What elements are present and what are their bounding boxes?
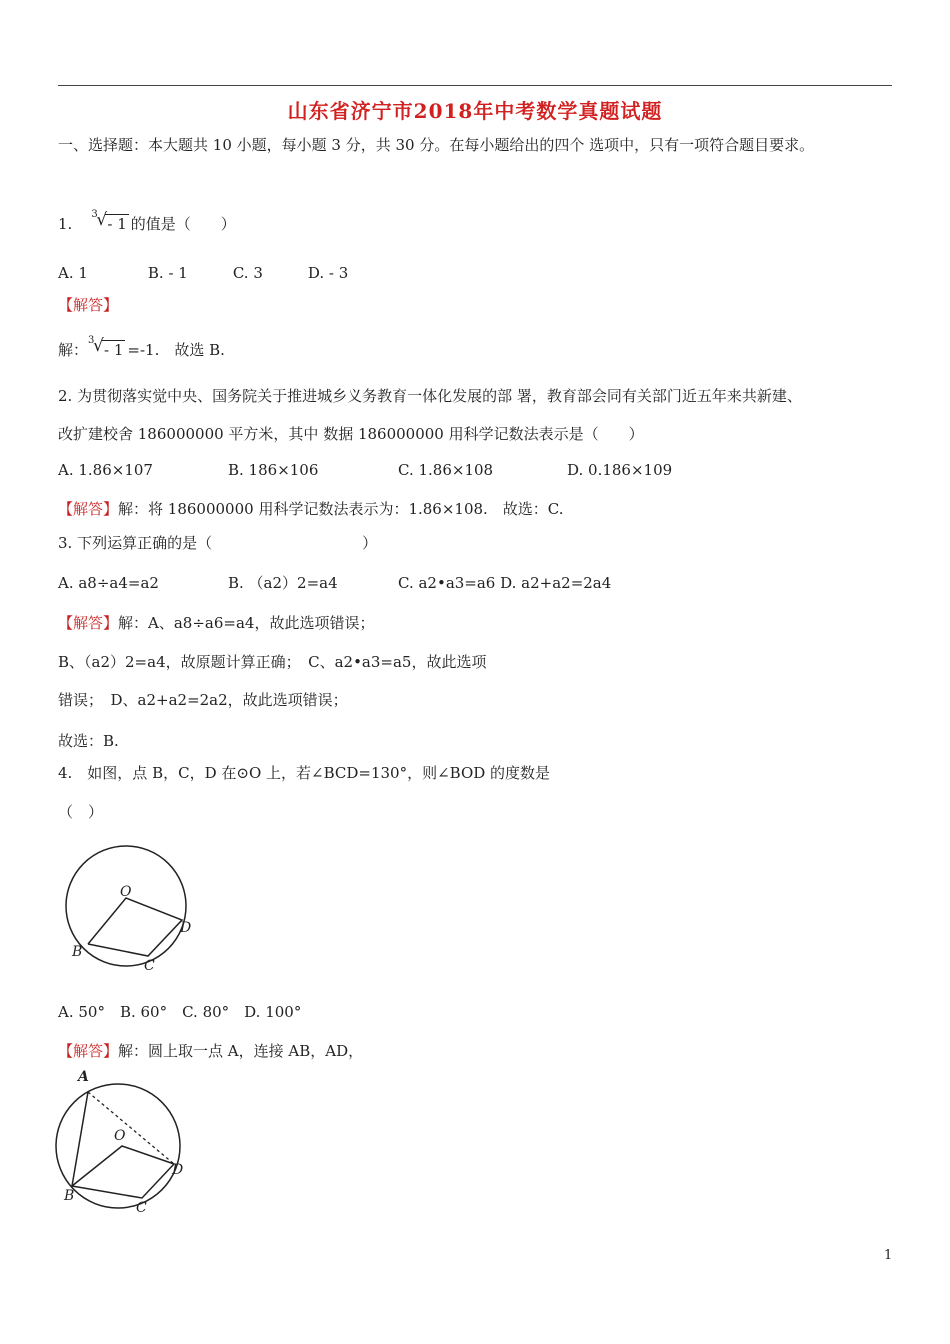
label-c: C — [144, 958, 155, 974]
q1-number: 1. — [58, 215, 73, 233]
q3-option-a: A. a8÷a4=a2 — [58, 574, 159, 592]
q3-option-cd: C. a2•a3=a6 D. a2+a2=2a4 — [398, 574, 612, 592]
label-o: O — [120, 884, 132, 900]
q1-sol-suffix: =-1. 故选 B. — [127, 341, 225, 359]
q3-answer-tag: 【解答】 — [58, 614, 119, 632]
label-d: D — [180, 920, 192, 936]
quadrilateral-obcd — [88, 898, 182, 956]
q1-solution — [58, 335, 225, 360]
page-number: 1 — [884, 1248, 893, 1263]
q2-option-b: B. 186×106 — [228, 461, 319, 479]
q4-options: A. 50° B. 60° C. 80° D. 100° — [58, 1003, 302, 1021]
q1-sol-prefix: 解： — [58, 341, 89, 359]
q4-paren: （ ） — [58, 803, 104, 821]
label-c: C — [136, 1200, 147, 1216]
label-b: B — [72, 944, 83, 960]
q3-solution-line3: 错误； D、a2+a2=2a2，故此选项错误； — [58, 691, 348, 709]
radical-icon: √ — [96, 210, 108, 230]
segment-ad — [88, 1092, 174, 1164]
q3-stem: 3. 下列运算正确的是（ ） — [58, 534, 378, 552]
section-heading: 一、选择题：本大题共 10 小题，每小题 3 分，共 30 分。在每小题给出的四个 选项中，只有一项符合题目要求。 — [58, 136, 815, 154]
q3-option-b: B. （a2）2=a4 — [228, 574, 338, 592]
label-a: A — [78, 1069, 89, 1085]
radicand: - 1 — [107, 215, 127, 233]
quadrilateral-obcd — [72, 1146, 174, 1198]
circle-figure-1 — [60, 838, 200, 978]
q2-stem-line2: 改扩建校舍 186000000 平方米，其中 数据 186000000 用科学记数法表示是（ ） — [58, 425, 644, 443]
q1-stem-text: 的值是（ ） — [130, 215, 236, 233]
radical-icon: √ — [93, 336, 104, 356]
q2-stem-line1: 2. 为贯彻落实觉中央、国务院关于推进城乡义务教育一体化发展的部 署，教育部会同有关部门近五年来共新建、 — [58, 387, 802, 405]
q4-answer-tag: 【解答】 — [58, 1042, 119, 1060]
cube-root-expression — [88, 335, 125, 360]
circle-o — [66, 846, 186, 966]
q4-solution-text: 解：圆上取一点 A，连接 AB，AD， — [118, 1042, 364, 1060]
q1-answer-tag: 【解答】 — [58, 296, 119, 314]
radicand: - 1 — [104, 341, 124, 359]
q3-solution-line2: B、（a2）2=a4，故原题计算正确； C、a2•a3=a5，故此选项 — [58, 653, 487, 671]
q1-stem — [58, 209, 236, 234]
q1-options: A. 1 B. - 1 C. 3 D. - 3 — [58, 264, 349, 282]
root-index: 3 — [91, 209, 98, 220]
q4-stem: 4. 如图，点 B，C，D 在⊙O 上，若∠BCD=130°，则∠BOD 的度数是 — [58, 764, 551, 782]
root-index: 3 — [88, 335, 95, 346]
q3-solution-line1 — [58, 613, 374, 633]
q2-option-a: A. 1.86×107 — [58, 461, 153, 479]
q3-solution-line4: 故选：B. — [58, 732, 119, 750]
label-b: B — [64, 1188, 75, 1204]
q2-solution-text: 解：将 186000000 用科学记数法表示为：1.86×108. 故选：C. — [118, 500, 564, 518]
header-rule — [58, 85, 892, 86]
q2-answer-tag: 【解答】 — [58, 500, 119, 518]
cube-root-expression — [91, 209, 128, 234]
q2-solution — [58, 499, 564, 519]
segment-ab — [72, 1092, 88, 1186]
label-d: D — [172, 1162, 184, 1178]
circle-figure-2 — [50, 1066, 200, 1216]
label-o: O — [114, 1128, 126, 1144]
page-title: 山东省济宁市2018年中考数学真题试题 — [287, 99, 663, 123]
q2-option-c: C. 1.86×108 — [398, 461, 494, 479]
circle-o — [56, 1084, 180, 1208]
q2-option-d: D. 0.186×109 — [567, 461, 673, 479]
q4-solution — [58, 1041, 363, 1061]
q3-solution-text: 解：A、a8÷a6=a4，故此选项错误； — [118, 614, 375, 632]
